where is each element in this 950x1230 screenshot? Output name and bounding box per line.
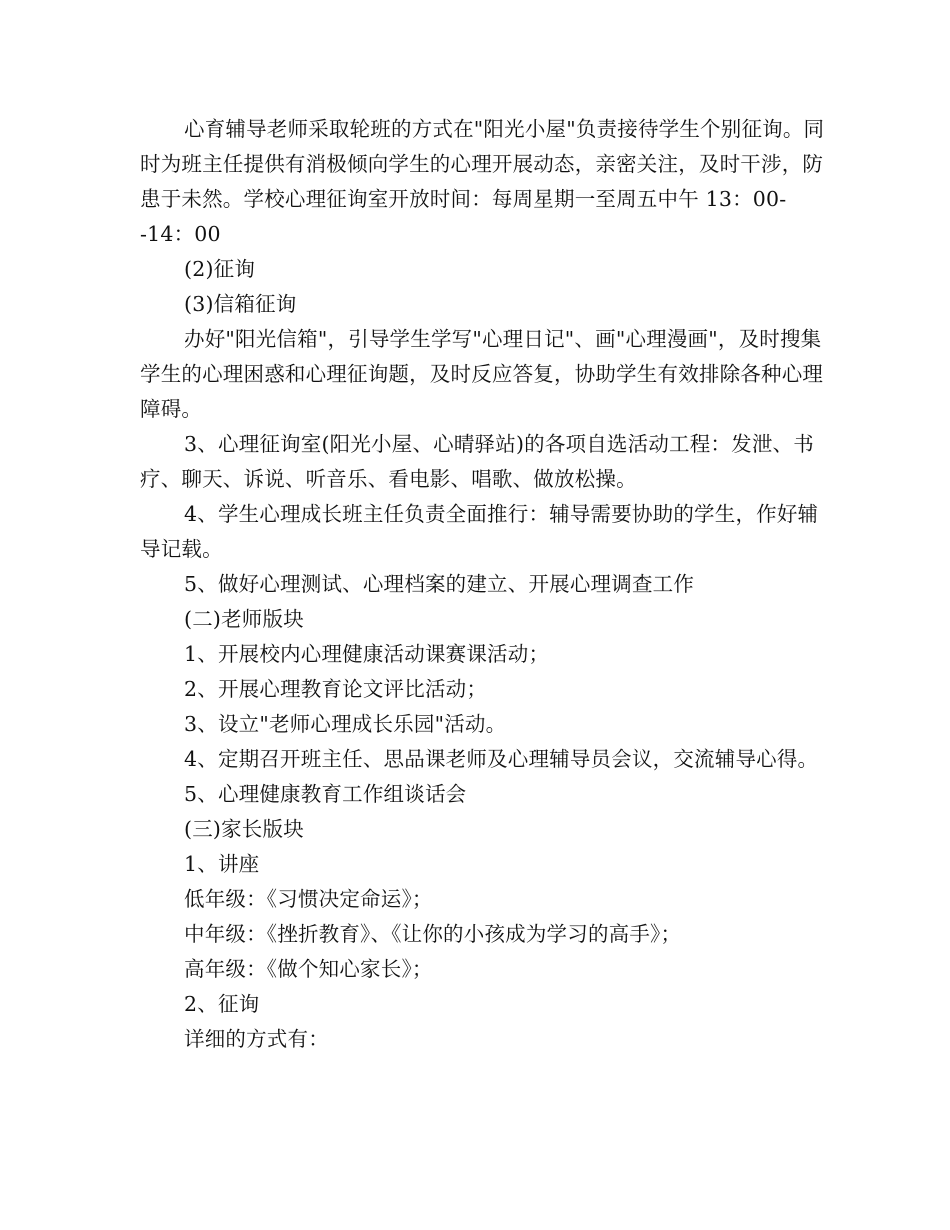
paragraph-counseling-rotation: 心育辅导老师采取轮班的方式在"阳光小屋"负责接待学生个别征询。同时为班主任提供有消极倾向学生的心理开展动态，亲密关注，及时干涉，防患于未然。学校心理征询室开放时间：每周星期一至周五中午 13：00--14：00 bbox=[140, 117, 825, 246]
lecture-middle-grade: 中年级：《挫折教育》、《让你的小孩成为学习的高手》； bbox=[184, 922, 682, 946]
paragraph-class-teacher-responsibility: 4、学生心理成长班主任负责全面推行：辅导需要协助的学生，作好辅导记载。 bbox=[140, 502, 819, 561]
lecture-upper-grade: 高年级：《做个知心家长》； bbox=[184, 957, 433, 981]
lecture-lower-grade: 低年级：《习惯决定命运》； bbox=[184, 887, 433, 911]
list-item-teacher-2: 2、开展心理教育论文评比活动； bbox=[184, 677, 488, 701]
paragraph-psych-tests: 5、做好心理测试、心理档案的建立、开展心理调查工作 bbox=[184, 572, 695, 596]
document-body bbox=[140, 112, 830, 1057]
heading-parent-section: (三)家长版块 bbox=[184, 817, 304, 841]
heading-mailbox-consultation: (3)信箱征询 bbox=[184, 292, 297, 316]
list-item-teacher-5: 5、心理健康教育工作组谈话会 bbox=[184, 782, 467, 806]
list-item-parent-consultation: 2、征询 bbox=[184, 992, 260, 1016]
list-item-teacher-4: 4、定期召开班主任、思品课老师及心理辅导员会议，交流辅导心得。 bbox=[184, 747, 819, 771]
list-item-teacher-1: 1、开展校内心理健康活动课赛课活动； bbox=[184, 642, 550, 666]
heading-teacher-section: (二)老师版块 bbox=[184, 607, 304, 631]
paragraph-sunshine-mailbox: 办好"阳光信箱"，引导学生学写"心理日记"、画"心理漫画"，及时搜集学生的心理困惑和心理征询题，及时反应答复，协助学生有效排除各种心理障碍。 bbox=[140, 327, 824, 421]
heading-consultation: (2)征询 bbox=[184, 257, 256, 281]
paragraph-specific-methods: 详细的方式有： bbox=[184, 1027, 329, 1051]
list-item-teacher-3: 3、设立"老师心理成长乐园"活动。 bbox=[184, 712, 507, 736]
paragraph-counseling-room-activities: 3、心理征询室(阳光小屋、心晴驿站)的各项自选活动工程：发泄、书疗、聊天、诉说、听音乐、看电影、唱歌、做放松操。 bbox=[140, 432, 814, 491]
list-item-lectures: 1、讲座 bbox=[184, 852, 260, 876]
